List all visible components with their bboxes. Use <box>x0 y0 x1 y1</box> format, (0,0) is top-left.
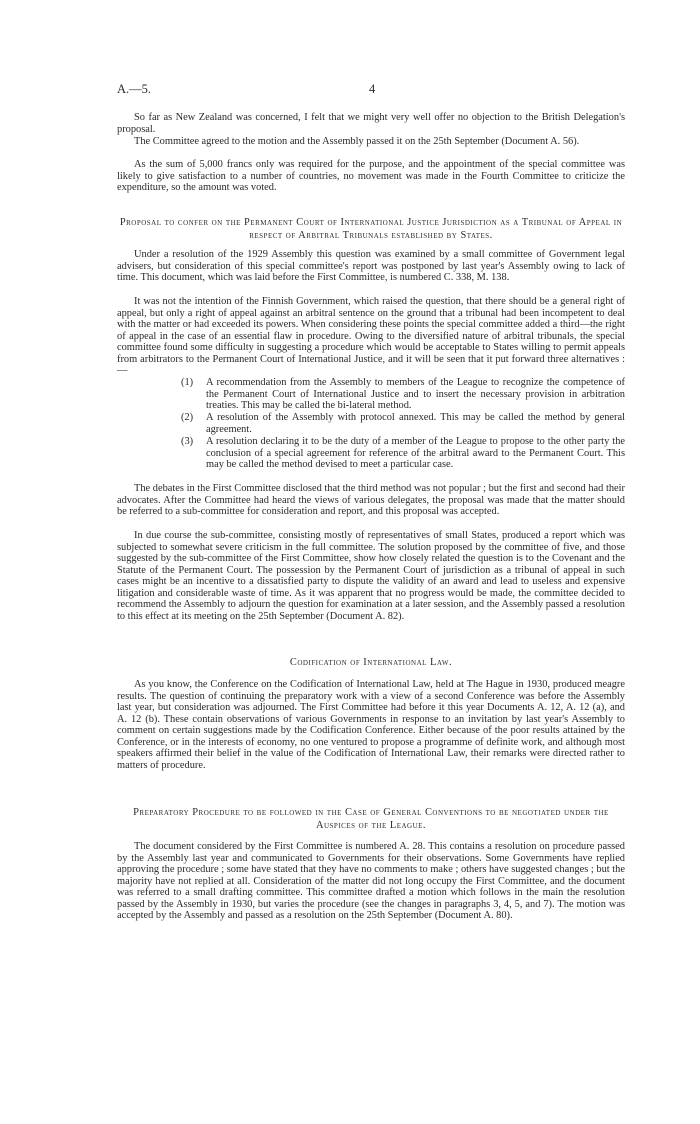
intro-paragraph-2: The Committee agreed to the motion and the Assembly passed it on the 25th September (Document A. 56). <box>134 136 580 147</box>
intro-paragraph-3: As the sum of 5,000 francs only was required for the purpose, and the appointment of the special committee was likely to give satisfaction to a number of countries, no movement was made in the Fourth Committee to criticize the expenditure, so the amount was voted. <box>117 159 625 194</box>
alternative-label: (2) <box>181 412 194 423</box>
section-heading-procedure: Preparatory Procedure to be followed in the Case of General Conventions to be negotiated under the Auspices of the League. <box>133 807 609 831</box>
codification-paragraph-1: As you know, the Conference on the Codification of International Law, held at The Hague in 1930, produced meagre results. The question of continuing the preparatory work with a view of a second Conference was before the Assembly last year, but consideration was adjourned. The First Committee had before it this year Documents A. 12, A. 12 (a), and A. 12 (b). These contain observations of various Governments in response to an invitation by last year's Assembly to comment on certain suggestions made by the Codification Conference. Either because of the poor results attained by the Conference, or in the interests of economy, no one ventured to propose a programme of definite work, and although most speakers affirmed their belief in the value of the Codification of International Law, their remarks were directed rather to matters of procedure. <box>117 679 625 771</box>
alternative-item <box>181 436 625 471</box>
intro-paragraph-1: So far as New Zealand was concerned, I felt that we might very well offer no objection to the British Delegation's proposal. <box>117 112 625 135</box>
page-header <box>117 82 625 98</box>
alternative-text: A resolution of the Assembly with protocol annexed. This may be called the method by general agreement. <box>206 412 625 435</box>
alternative-item <box>181 377 625 412</box>
section-heading-pcij: Proposal to confer on the Permanent Court of International Justice Jurisdiction as a Tribunal of Appeal in respect of Arbitral Tribunals established by States. <box>119 217 623 241</box>
pcij-paragraph-4: In due course the sub-committee, consisting mostly of representatives of small States, produced a report which was subjected to somewhat severe criticism in the full committee. The solution proposed by the committee of five, and those suggested by the sub-committee of the First Committee, show how closely related the question is to the Covenant and the Statute of the Permanent Court. The possession by the Permanent Court of jurisdiction as a tribunal of appeal in such cases might be an incentive to a dissatisfied party to dispute the validity of an award and lead to useless and expensive litigation and considerable waste of time. As it was apparent that no progress would be made, the committee decided to recommend the Assembly to adjourn the question for examination at a later session, and the Assembly passed a resolution to this effect at its meeting on the 25th September (Document A. 82). <box>117 530 625 622</box>
pcij-paragraph-2: It was not the intention of the Finnish Government, which raised the question, that there should be a general right of appeal, but only a right of appeal against an arbitral sentence on the ground that a tribunal had been incompetent to deal with the matter or had exceeded its powers. When considering these points the special committee added a third—the right of appeal in the case of an essential flaw in procedure. Owing to the diversified nature of arbitral tribunals, the special committee found some difficulty in suggesting a procedure which would be acceptable to States willing to permit appeals from arbitrators to the Permanent Court of International Justice, and it will be seen that it put forward three alternatives :— <box>117 296 625 377</box>
procedure-paragraph-1: The document considered by the First Committee is numbered A. 28. This contains a resolution on procedure passed by the Assembly last year and communicated to Governments for their observations. Some Governments have replied approving the procedure ; some have stated that they have no comments to make ; others have suggested changes ; but the majority have not replied at all. Consideration of the matter did not long occupy the First Committee, and the document was referred to a small drafting committee. This committee drafted a motion which follows in the main the resolution passed by the Assembly in 1930, but varies the procedure (see the changes in paragraphs 3, 4, 5, and 7). The motion was accepted by the Assembly and passed as a resolution on the 25th September (Document A. 80). <box>117 841 625 922</box>
document-reference: A.—5. <box>117 82 152 96</box>
alternative-text: A resolution declaring it to be the duty of a member of the League to propose to the other party the conclusion of a special agreement for reference of the arbitral award to the Permanent Court. This may be called the method devised to meet a particular case. <box>206 436 625 471</box>
alternative-label: (1) <box>181 377 194 388</box>
page-number: 4 <box>369 82 376 96</box>
section-heading-codification: Codification of International Law. <box>289 657 453 668</box>
pcij-paragraph-1: Under a resolution of the 1929 Assembly this question was examined by a small committee of Government legal advisers, but consideration of this special committee's report was postponed by last year's Assembly owing to lack of time. This document, which was laid before the First Committee, is numbered C. 338, M. 138. <box>117 249 625 284</box>
alternative-item <box>181 412 625 435</box>
alternative-text: A recommendation from the Assembly to members of the League to recognize the competence of the Permanent Court of International Justice and to insert the necessary provision in arbitration treaties. This may be called the bi-lateral method. <box>206 377 625 412</box>
pcij-paragraph-3: The debates in the First Committee disclosed that the third method was not popular ; but the first and second had their advocates. After the Committee had heard the views of various delegates, the proposal was made that the matter should be referred to a sub-committee for consideration and report, and this proposal was accepted. <box>117 483 625 518</box>
alternative-label: (3) <box>181 436 194 447</box>
